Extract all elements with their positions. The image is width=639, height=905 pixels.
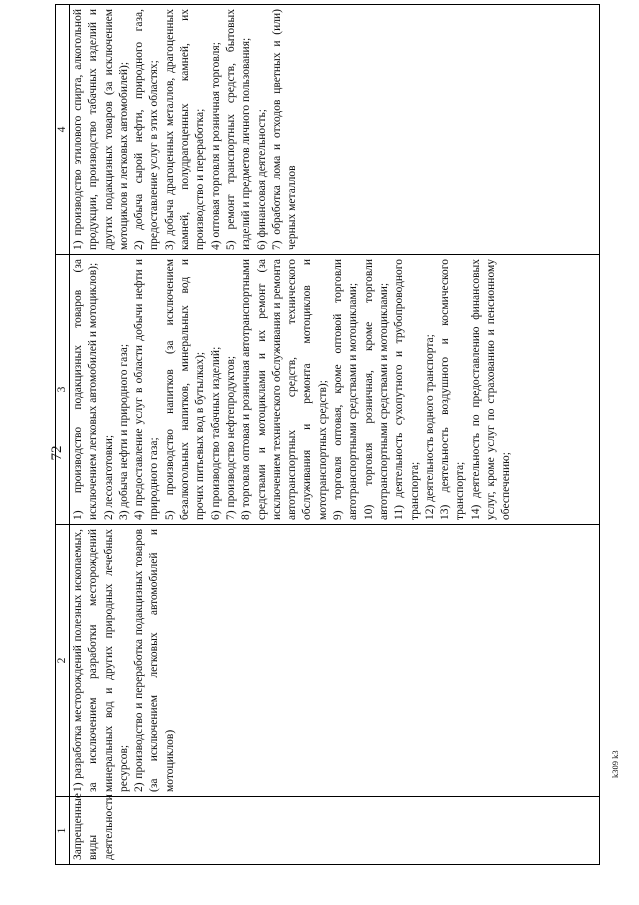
list-item: 2) лесозаготовки;	[102, 434, 115, 520]
header-col-1: 1	[56, 797, 70, 865]
page-number: 72	[49, 445, 65, 461]
list-item: 1) производство подакцизных товаров (за исключением легковых автомобилей и мотоциклов);	[72, 259, 100, 520]
list-item: 4) предоставление услуг в области добычи нефти и природного газа;	[133, 259, 161, 520]
column-2-cell	[70, 525, 600, 797]
list-item: 1) разработка месторождений полезных ископаемых, за исключением разработки месторождений минеральных вод и других природных лечебных ресурсов;	[72, 529, 130, 792]
list-item: 4) оптовая торговля и розничная торговля;	[209, 42, 222, 250]
header-col-3: 3	[56, 255, 70, 525]
list-item: 2) добыча сырой нефти, природного газа, предоставление услуг в этих областях;	[133, 9, 161, 250]
column-4-list	[71, 9, 300, 250]
list-item: 12) деятельность водного транспорта;	[423, 334, 436, 520]
rotated-table-page	[55, 5, 600, 865]
prohibited-activities-table	[55, 4, 600, 865]
list-item: 11) деятельность сухопутного и трубопроводного транспорта;	[393, 259, 421, 520]
column-3-cell	[70, 255, 600, 525]
list-item: 5) ремонт транспортных средств, бытовых изделий и предметов личного пользования;	[224, 9, 253, 250]
column-4-cell	[70, 5, 600, 255]
list-item: 13) деятельность воздушного и космического транспорта;	[439, 259, 467, 520]
list-item: 1) производство этилового спирта, алкогольной продукции, производство табачных изделий и других подакцизных товаров (за исключением мотоциклов и легковых автомобилей);	[72, 9, 130, 250]
list-item: 6) финансовая деятельность;	[255, 109, 268, 250]
footer-code: k309 k3	[610, 750, 620, 778]
list-item: 3) добыча драгоценных металлов, драгоценных камней, полудрагоценных камней, их производство и переработка;	[163, 9, 207, 250]
header-row	[56, 5, 70, 865]
header-col-4: 4	[56, 5, 70, 255]
list-item: 9) торговля оптовая, кроме оптовой торговли автотранспортными средствами и мотоциклами;	[332, 259, 360, 520]
table-row	[70, 5, 600, 865]
column-2-list	[71, 529, 178, 792]
list-item: 5) производство напитков (за исключением безалкогольных напитков, минеральных вод и прочих питьевых вод в бутылках);	[163, 259, 207, 520]
column-3-list	[71, 259, 515, 520]
list-item: 8) торговля оптовая и розничная автотранспортными средствами и мотоциклами и их ремонт (за исключением технического обслуживания и ремонта автотранспортных средств, технического обслуживания и ремонта мотоциклов и мототранспортных средств);	[240, 259, 329, 520]
list-item: 3) добыча нефти и природного газа;	[117, 343, 130, 520]
list-item: 2) производство и переработка подакцизных товаров (за исключением легковых автомобилей и мотоциклов)	[133, 529, 176, 792]
row-label: Запрещенные виды деятельности	[70, 797, 600, 865]
list-item: 10) торговля розничная, кроме торговли автотранспортными средствами и мотоциклами;	[362, 259, 390, 520]
list-item: 7) производство нефтепродуктов;	[224, 355, 237, 520]
header-col-2: 2	[56, 525, 70, 797]
list-item: 6) производство табачных изделий;	[209, 346, 222, 520]
list-item: 7) обработка лома и отходов цветных и (или) черных металлов	[270, 9, 299, 250]
list-item: 14) деятельность по предоставлению финансовых услуг, кроме услуг по страхованию и пенсионному обеспечению;	[469, 259, 513, 520]
